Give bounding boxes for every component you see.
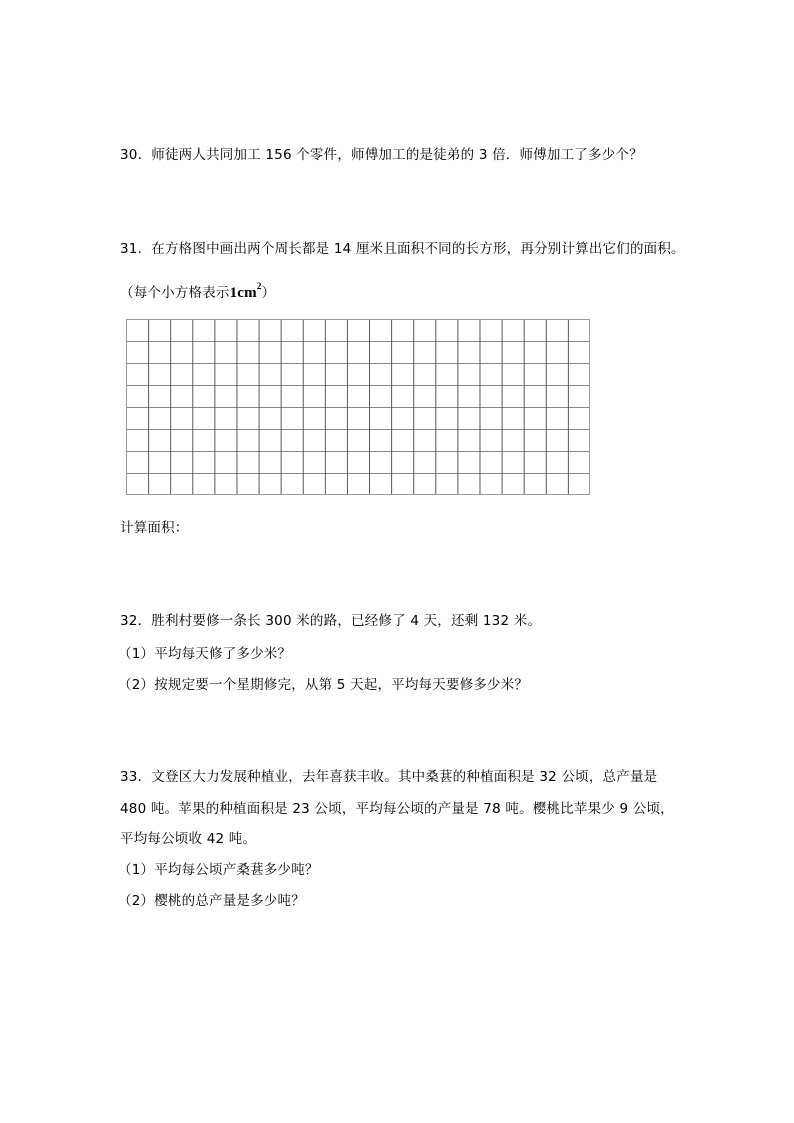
answer-label: 计算面积： (120, 520, 189, 536)
question-32-sub1: （1）平均每天修了多少米？ (118, 646, 292, 662)
grid-unit-note (120, 279, 275, 302)
question-33-sub2: （2）樱桃的总产量是多少吨？ (118, 893, 305, 909)
question-33-line2: 480 吨。苹果的种植面积是 23 公顷，平均每公顷的产量是 78 吨。樱桃比苹果少 9 公顷， (120, 801, 674, 817)
question-33-line3: 平均每公顷收 42 吨。 (120, 831, 257, 847)
question-32-text: 32．胜利村要修一条长 300 米的路，已经修了 4 天，还剩 132 米。 (120, 613, 542, 629)
question-33-line1: 33．文登区大力发展种植业，去年喜获丰收。其中桑葚的种植面积是 32 公顷，总产量是 (120, 769, 658, 785)
question-31-text: 31．在方格图中画出两个周长都是 14 厘米且面积不同的长方形，再分别计算出它们的面积。 (120, 241, 685, 257)
unit-exponent: 2 (256, 281, 262, 291)
unit-text: 1cm (229, 285, 257, 301)
note-suffix: ） (261, 285, 276, 301)
note-prefix: （每个小方格表示 (120, 285, 230, 301)
unit-label (229, 281, 262, 301)
question-33-sub1: （1）平均每公顷产桑葚多少吨？ (118, 862, 319, 878)
square-grid[interactable] (126, 319, 590, 495)
question-32-sub2: （2）按规定要一个星期修完，从第 5 天起，平均每天要修多少米？ (118, 677, 529, 693)
question-30-text: 30．师徒两人共同加工 156 个零件，师傅加工的是徒弟的 3 倍．师傅加工了多少个？ (120, 147, 643, 163)
